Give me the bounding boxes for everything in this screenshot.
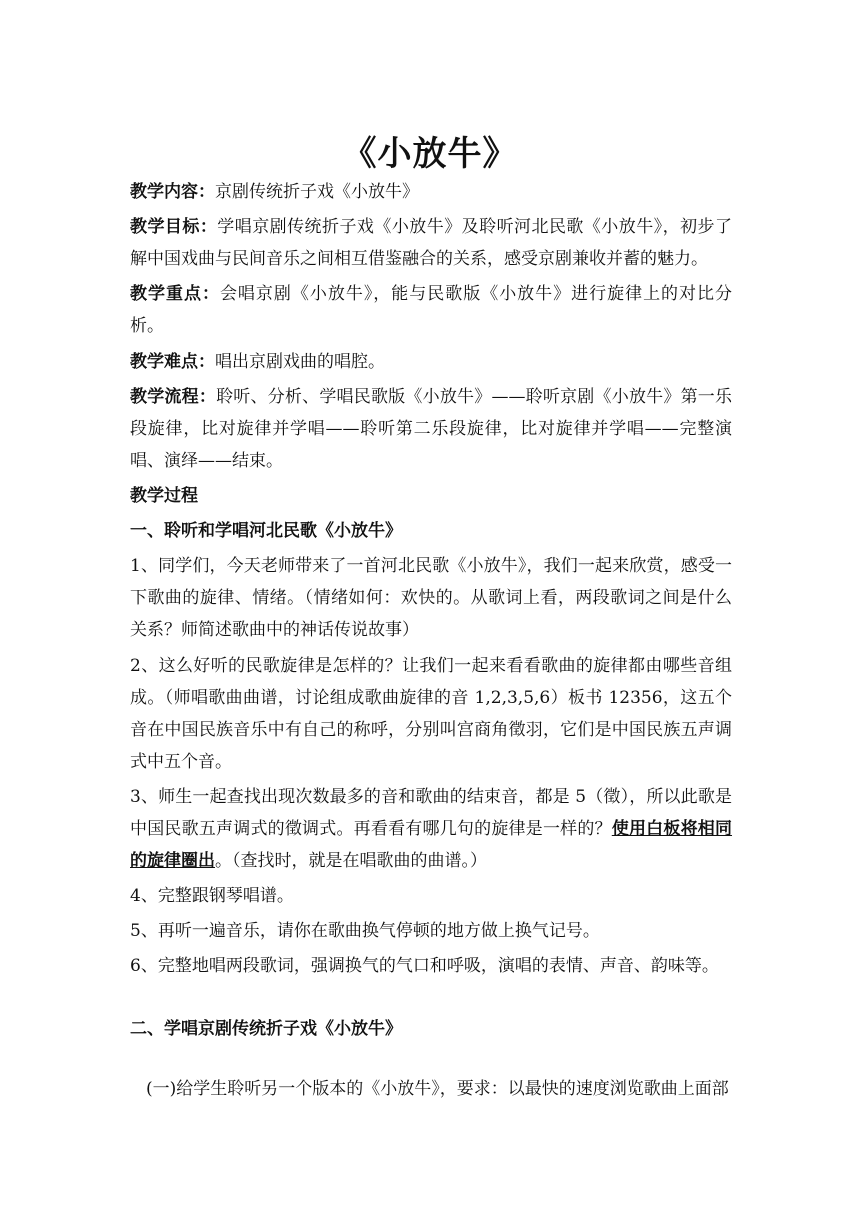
section2-heading: 二、学唱京剧传统折子戏《小放牛》 bbox=[130, 1019, 402, 1040]
section1-item3-text-b: 。（查找时，就是在唱歌曲的曲谱。） bbox=[215, 850, 487, 871]
teaching-flow-label: 教学流程： bbox=[130, 386, 217, 407]
section1-item4: 4、完整跟钢琴唱谱。 bbox=[130, 885, 294, 906]
section1-item3 bbox=[130, 781, 732, 877]
teaching-difficulty bbox=[130, 346, 732, 378]
section1-heading: 一、聆听和学唱河北民歌《小放牛》 bbox=[130, 521, 402, 542]
section1-item5: 5、再听一遍音乐，请你在歌曲换气停顿的地方做上换气记号。 bbox=[130, 921, 600, 942]
teaching-difficulty-text: 唱出京剧戏曲的唱腔。 bbox=[215, 351, 385, 372]
section1-item3-underlined: 使用白板将相同的旋律圈出 bbox=[130, 818, 733, 871]
teaching-flow bbox=[130, 381, 732, 477]
document-body bbox=[130, 176, 732, 1108]
teaching-key bbox=[130, 278, 732, 342]
teaching-key-label: 教学重点： bbox=[130, 284, 220, 305]
teaching-flow-text: 聆听、分析、学唱民歌版《小放牛》——聆听京剧《小放牛》第一乐段旋律，比对旋律并学唱——聆听第二乐段旋律，比对旋律并学唱——完整演唱、演绎——结束。 bbox=[130, 386, 733, 471]
section1-item6: 6、完整地唱两段歌词，强调换气的气口和呼吸，演唱的表情、声音、韵味等。 bbox=[130, 956, 719, 977]
teaching-goal bbox=[130, 211, 732, 275]
teaching-goal-label: 教学目标： bbox=[130, 217, 218, 238]
teaching-content bbox=[130, 176, 732, 208]
teaching-content-label: 教学内容： bbox=[130, 182, 215, 202]
section1-item2: 2、这么好听的民歌旋律是怎样的？让我们一起来看看歌曲的旋律都由哪些音组成。（师唱歌曲曲谱，讨论组成歌曲旋律的音 1,2,3,5,6）板书 12356，这五个音在中国民族音乐中有自己的称呼，分别叫宫商角徵羽，它们是中国民族五声调式中五个音。 bbox=[130, 655, 732, 772]
spacer bbox=[130, 1049, 732, 1073]
teaching-content-text: 京剧传统折子戏《小放牛》 bbox=[215, 182, 419, 202]
section1-item3-text-a: 3、师生一起查找出现次数最多的音和歌曲的结束音，都是 5（徵），所以此歌是中国民歌五声调式的徵调式。再看看有哪几句的旋律是一样的？ bbox=[130, 786, 732, 839]
document-title: 《小放牛》 bbox=[342, 134, 518, 174]
section1-item1: 1、同学们，今天老师带来了一首河北民歌《小放牛》，我们一起来欣赏，感受一下歌曲的旋律、情绪。（情绪如何：欢快的。从歌词上看，两段歌词之间是什么关系？师简述歌曲中的神话传说故事） bbox=[130, 556, 732, 641]
teaching-key-text: 会唱京剧《小放牛》，能与民歌版《小放牛》进行旋律上的对比分析。 bbox=[130, 284, 733, 337]
teaching-goal-text: 学唱京剧传统折子戏《小放牛》及聆听河北民歌《小放牛》，初步了解中国戏曲与民间音乐之间相互借鉴融合的关系，感受京剧兼收并蓄的魅力。 bbox=[130, 217, 733, 270]
teaching-difficulty-label: 教学难点： bbox=[130, 351, 215, 372]
section2-item1: (一)给学生聆听另一个版本的《小放牛》，要求：以最快的速度浏览歌曲上面部 bbox=[146, 1078, 729, 1099]
spacer bbox=[130, 985, 732, 1013]
process-heading: 教学过程 bbox=[130, 485, 198, 506]
